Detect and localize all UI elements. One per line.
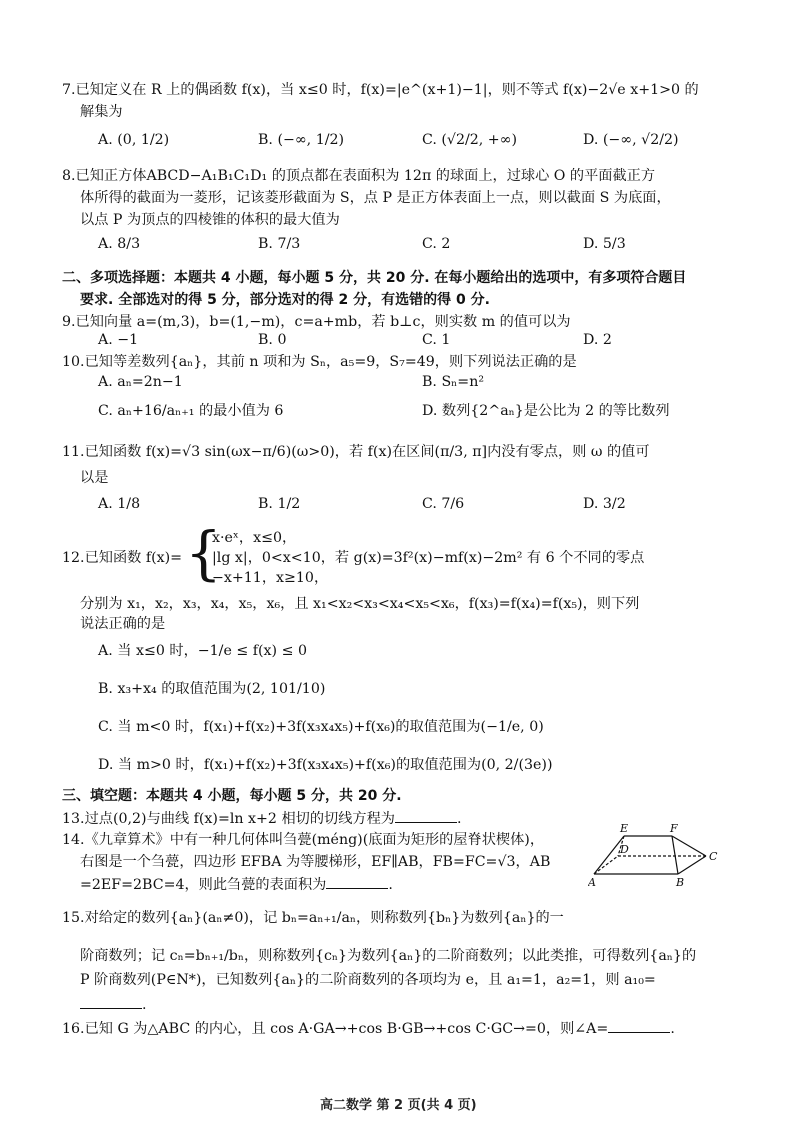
q7-option-b: B. (−∞, 1/2) bbox=[258, 132, 345, 148]
q14-stem-line2: 右图是一个刍甍，四边形 EFBA 为等腰梯形，EF∥AB，FB=FC=√3，AB bbox=[80, 854, 551, 870]
q8-stem-line2: 体所得的截面为一菱形，记该菱形截面为 S，点 P 是正方体表面上一点，则以截面 S 为底面， bbox=[80, 190, 671, 206]
q14-stem-line1: 14.《九章算术》中有一种几何体叫刍甍(méng)(底面为矩形的屋脊状楔体)， bbox=[62, 832, 545, 848]
q15-stem-line3: P 阶商数列(P∈N*)，已知数列{aₙ}的二阶商数列的各项均为 e，且 a₁=1，a₂=1，则 a₁₀= bbox=[80, 972, 656, 988]
label-c: C bbox=[709, 850, 718, 863]
q10-stem: 10.已知等差数列{aₙ}，其前 n 项和为 Sₙ，a₅=9，S₇=49，则下列说法正确的是 bbox=[62, 354, 577, 370]
q8-option-a: A. 8/3 bbox=[98, 236, 141, 252]
q12-stem-line2: 分别为 x₁，x₂，x₃，x₄，x₅，x₆，且 x₁<x₂<x₃<x₄<x₅<x₆，f(x₃)=f(x₄)=f(x₅)，则下列 bbox=[80, 596, 640, 612]
q10-option-d: D. 数列{2^aₙ}是公比为 2 的等比数列 bbox=[422, 403, 670, 419]
q16-stem: 16.已知 G 为△ABC 的内心，且 cos A·GA→+cos B·GB→+cos C·GC→=0，则∠A= . bbox=[62, 1018, 675, 1039]
q15-stem-line4 bbox=[80, 994, 147, 1015]
q8-stem-line3: 以点 P 为顶点的四棱锥的体积的最大值为 bbox=[80, 212, 340, 228]
label-e: E bbox=[620, 822, 629, 835]
q7-stem-line1: 7.已知定义在 R 上的偶函数 f(x)，当 x≤0 时，f(x)=|e^(x+1)−1|，则不等式 f(x)−2√e x+1>0 的 bbox=[62, 82, 699, 98]
q14-line3-text: =2EF=2BC=4，则此刍甍的表面积为 bbox=[80, 877, 327, 893]
q11-option-c: C. 7/6 bbox=[422, 496, 465, 512]
q7-option-a: A. (0, 1/2) bbox=[98, 132, 170, 148]
q9-option-c: C. 1 bbox=[422, 332, 451, 348]
q12-option-b: B. x₃+x₄ 的取值范围为(2, 101/10) bbox=[98, 681, 326, 697]
q11-stem-line1: 11.已知函数 f(x)=√3 sin(ωx−π/6)(ω>0)，若 f(x)在区间(π/3, π]内没有零点，则 ω 的值可 bbox=[62, 444, 650, 460]
q12-stem-lead: 12.已知函数 f(x)= bbox=[62, 550, 183, 566]
q14-stem-line3: =2EF=2BC=4，则此刍甍的表面积为 . bbox=[80, 874, 393, 895]
q13-stem: 13.过点(0,2)与曲线 f(x)=ln x+2 相切的切线方程为 . bbox=[62, 808, 461, 829]
q9-option-d: D. 2 bbox=[583, 332, 612, 348]
q14-answer-blank bbox=[326, 874, 388, 889]
section-3-heading: 三、填空题：本题共 4 小题，每小题 5 分，共 20 分. bbox=[62, 788, 402, 804]
q15-line4-text: . bbox=[142, 997, 147, 1013]
chumeng-figure bbox=[588, 822, 718, 902]
q15-stem-line2: 阶商数列；记 cₙ=bₙ₊₁/bₙ，则称数列{cₙ}为数列{aₙ}的二阶商数列；以此类推，可得数列{aₙ}的 bbox=[80, 948, 697, 964]
label-a: A bbox=[588, 876, 596, 889]
q15-answer-blank bbox=[80, 994, 142, 1009]
label-f: F bbox=[670, 822, 678, 835]
q12-case-2: |lg x|，0<x<10，若 g(x)=3f²(x)−mf(x)−2m² 有 6 个不同的零点 bbox=[212, 550, 645, 566]
q12-option-d: D. 当 m>0 时，f(x₁)+f(x₂)+3f(x₃x₄x₅)+f(x₆)的取值范围为(0, 2/(3e)) bbox=[98, 757, 553, 773]
q12-case-1: x·eˣ，x≤0， bbox=[212, 530, 297, 546]
q12-option-a: A. 当 x≤0 时，−1/e ≤ f(x) ≤ 0 bbox=[98, 643, 308, 659]
q16-answer-blank bbox=[608, 1018, 670, 1033]
q11-option-b: B. 1/2 bbox=[258, 496, 301, 512]
q10-option-b: B. Sₙ=n² bbox=[422, 374, 485, 390]
q7-stem-line2: 解集为 bbox=[80, 104, 123, 120]
q12-case-3: −x+11，x≥10， bbox=[212, 570, 329, 586]
label-d: D bbox=[620, 843, 629, 856]
q10-option-c: C. aₙ+16/aₙ₊₁ 的最小值为 6 bbox=[98, 403, 284, 419]
q12-stem-line3: 说法正确的是 bbox=[80, 616, 166, 632]
q9-stem: 9.已知向量 a=(m,3)，b=(1,−m)，c=a+mb，若 b⊥c，则实数 m 的值可以为 bbox=[62, 314, 571, 330]
edge-bc bbox=[678, 856, 706, 874]
edge-fb bbox=[672, 836, 678, 874]
q8-option-d: D. 5/3 bbox=[583, 236, 626, 252]
section-2-heading-line2: 要求. 全部选对的得 5 分，部分选对的得 2 分，有选错的得 0 分. bbox=[80, 292, 490, 308]
q10-option-a: A. aₙ=2n−1 bbox=[98, 374, 183, 390]
q12-option-c: C. 当 m<0 时，f(x₁)+f(x₂)+3f(x₃x₄x₅)+f(x₆)的取值范围为(−1/e, 0) bbox=[98, 719, 544, 735]
page-footer: 高二数学 第 2 页(共 4 页) bbox=[320, 1098, 477, 1113]
q16-text: 16.已知 G 为△ABC 的内心，且 cos A·GA→+cos B·GB→+cos C·GC→=0，则∠A= bbox=[62, 1021, 609, 1037]
q11-stem-line2: 以是 bbox=[80, 470, 109, 486]
q15-stem-line1: 15.对给定的数列{aₙ}(aₙ≠0)，记 bₙ=aₙ₊₁/aₙ，则称数列{bₙ}为数列{aₙ}的一 bbox=[62, 910, 564, 926]
q9-option-a: A. −1 bbox=[98, 332, 139, 348]
q9-option-b: B. 0 bbox=[258, 332, 287, 348]
edge-fc bbox=[672, 836, 706, 856]
q11-option-d: D. 3/2 bbox=[583, 496, 626, 512]
q13-answer-blank bbox=[395, 808, 457, 823]
q7-option-d: D. (−∞, √2/2) bbox=[583, 132, 679, 148]
q11-option-a: A. 1/8 bbox=[98, 496, 141, 512]
q7-option-c: C. (√2/2, +∞) bbox=[422, 132, 518, 148]
q13-text: 13.过点(0,2)与曲线 f(x)=ln x+2 相切的切线方程为 bbox=[62, 811, 395, 827]
q8-stem-line1: 8.已知正方体ABCD−A₁B₁C₁D₁ 的顶点都在表面积为 12π 的球面上，过球心 O 的平面截正方 bbox=[62, 168, 656, 184]
piecewise-brace: { bbox=[185, 519, 222, 587]
section-2-heading: 二、多项选择题：本题共 4 小题，每小题 5 分，共 20 分. 在每小题给出的选项中，有多项符合题目 bbox=[62, 270, 687, 286]
label-b: B bbox=[676, 876, 685, 889]
q8-option-c: C. 2 bbox=[422, 236, 451, 252]
q8-option-b: B. 7/3 bbox=[258, 236, 301, 252]
